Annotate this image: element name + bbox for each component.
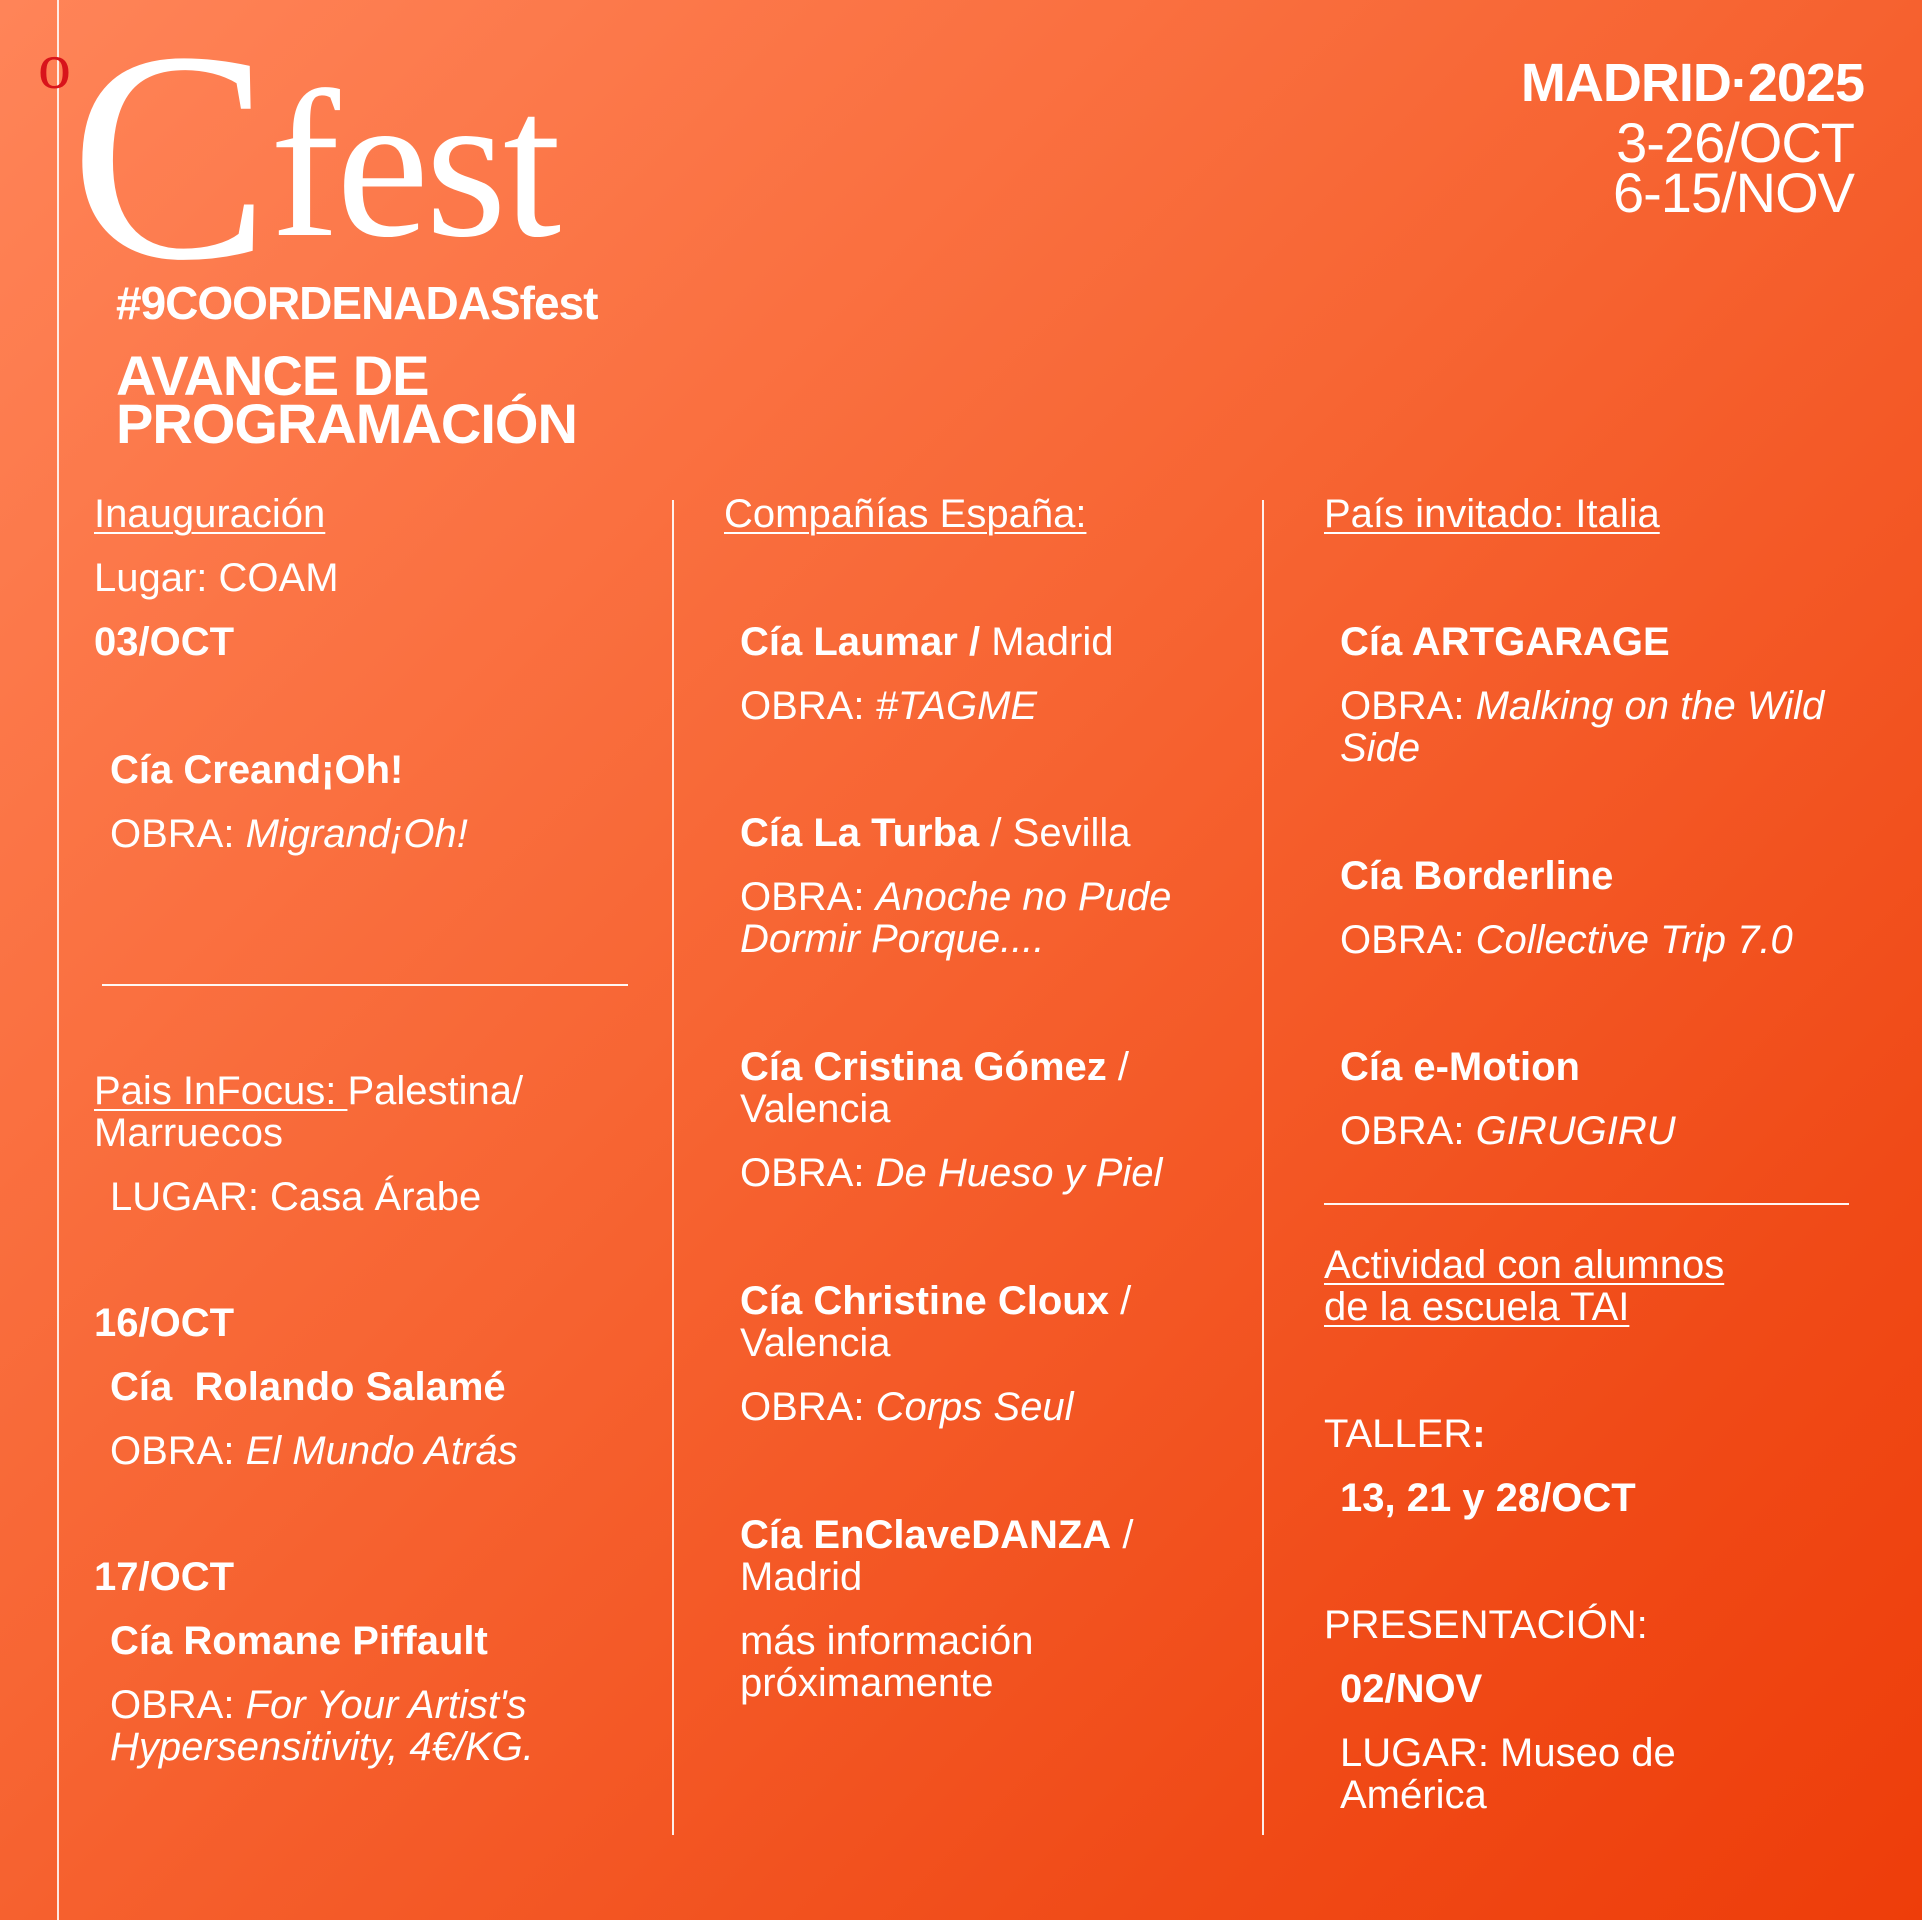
col2-item-3-city: Valencia bbox=[740, 1087, 891, 1131]
col2-heading: Compañías España: bbox=[724, 492, 1087, 536]
work-prefix: OBRA: bbox=[740, 684, 876, 728]
col1-venue: Lugar: COAM bbox=[94, 556, 339, 600]
work-title: Anoche no Pude bbox=[875, 875, 1172, 919]
col1-infocus-country-2: Marruecos bbox=[94, 1111, 283, 1155]
col3-item-3-company: Cía e-Motion bbox=[1340, 1045, 1580, 1089]
col3-presentation-label: PRESENTACIÓN: bbox=[1324, 1603, 1648, 1647]
col3-item-1-company: Cía ARTGARAGE bbox=[1340, 620, 1670, 664]
col1-work-3-line2: Hypersensitivity, 4€/KG. bbox=[110, 1725, 534, 1769]
event-city-year: MADRID·2025 bbox=[1520, 53, 1864, 113]
col1-work-1 bbox=[110, 813, 468, 855]
col1-date-2: 16/OCT bbox=[94, 1301, 235, 1345]
work-prefix: OBRA: bbox=[1340, 1109, 1476, 1153]
col2-more-info-line1: más información bbox=[740, 1619, 1034, 1663]
col3-heading: País invitado: Italia bbox=[1324, 492, 1660, 536]
workshop-label-text: TALLER bbox=[1324, 1412, 1473, 1456]
col3-separator bbox=[1324, 1203, 1849, 1205]
company-sep: / bbox=[1106, 1045, 1129, 1089]
work-prefix: OBRA: bbox=[1340, 684, 1476, 728]
col3-item-1-work bbox=[1340, 685, 1824, 727]
company-name: Cía Laumar bbox=[740, 620, 958, 664]
work-title: Corps Seul bbox=[875, 1385, 1074, 1429]
event-date-range-2: 6-15/NOV bbox=[1613, 161, 1854, 224]
headline-line2: PROGRAMACIÓN bbox=[116, 392, 577, 455]
work-prefix: OBRA: bbox=[740, 1151, 876, 1195]
work-title: Malking on the Wild bbox=[1475, 684, 1825, 728]
work-prefix: OBRA: bbox=[1340, 918, 1476, 962]
col2-more-info-line2: próximamente bbox=[740, 1661, 994, 1705]
workshop-label-colon: : bbox=[1472, 1412, 1486, 1456]
work-title: De Hueso y Piel bbox=[875, 1151, 1163, 1195]
work-title: For Your Artist's bbox=[245, 1683, 527, 1727]
col2-item-2-company bbox=[740, 812, 1130, 854]
col3-item-2-company: Cía Borderline bbox=[1340, 854, 1614, 898]
col3-activity-line1: Actividad con alumnos bbox=[1324, 1243, 1725, 1287]
work-prefix: OBRA: bbox=[110, 812, 246, 856]
company-sep: / bbox=[1108, 1279, 1132, 1323]
col1-date-1: 03/OCT bbox=[94, 620, 235, 664]
col2-item-1-work bbox=[740, 685, 1037, 727]
column-divider-1 bbox=[672, 500, 674, 1835]
company-sep: / bbox=[1111, 1513, 1134, 1557]
company-name: Cía Cristina Gómez bbox=[740, 1045, 1107, 1089]
col3-item-2-work bbox=[1340, 919, 1793, 961]
company-name: Cía Christine Cloux bbox=[740, 1279, 1109, 1323]
col1-heading: Inauguración bbox=[94, 492, 326, 536]
headline-line1: AVANCE DE bbox=[116, 344, 429, 407]
work-title: El Mundo Atrás bbox=[245, 1429, 518, 1473]
col1-infocus bbox=[94, 1070, 523, 1112]
col1-date-3: 17/OCT bbox=[94, 1555, 235, 1599]
col1-company-3: Cía Romane Piffault bbox=[110, 1619, 488, 1663]
col2-item-2-work bbox=[740, 876, 1171, 918]
col2-item-2-work-line2: Dormir Porque.... bbox=[740, 917, 1045, 961]
col3-presentation-date: 02/NOV bbox=[1340, 1667, 1483, 1711]
col2-item-4-company bbox=[740, 1280, 1131, 1322]
work-title: GIRUGIRU bbox=[1475, 1109, 1676, 1153]
work-title: Collective Trip 7.0 bbox=[1475, 918, 1793, 962]
col3-item-3-work bbox=[1340, 1110, 1676, 1152]
col2-item-5-city: Madrid bbox=[740, 1555, 863, 1599]
logo-word-fest: fest bbox=[270, 49, 558, 281]
infocus-label: Pais InFocus: bbox=[94, 1069, 348, 1113]
logo-letter-c: C bbox=[70, 0, 263, 322]
col3-activity-line2: de la escuela TAI bbox=[1324, 1285, 1630, 1329]
col3-workshop-label bbox=[1324, 1413, 1486, 1455]
left-border-line bbox=[57, 0, 59, 1920]
company-sep: / bbox=[979, 811, 1013, 855]
col2-item-3-company bbox=[740, 1046, 1129, 1088]
col3-presentation-venue-line1: LUGAR: Museo de bbox=[1340, 1731, 1676, 1775]
work-prefix: OBRA: bbox=[110, 1683, 246, 1727]
col1-separator bbox=[102, 984, 628, 986]
col1-work-3 bbox=[110, 1684, 527, 1726]
col1-work-2 bbox=[110, 1430, 518, 1472]
work-title: #TAGME bbox=[875, 684, 1038, 728]
company-name: Cía La Turba bbox=[740, 811, 980, 855]
work-prefix: OBRA: bbox=[110, 1429, 246, 1473]
col1-company-1: Cía Creand¡Oh! bbox=[110, 748, 404, 792]
col2-item-3-work bbox=[740, 1152, 1162, 1194]
event-date-range-1: 3-26/OCT bbox=[1616, 111, 1854, 174]
col2-item-4-work bbox=[740, 1386, 1073, 1428]
work-title: Migrand¡Oh! bbox=[245, 812, 468, 856]
company-sep: / bbox=[957, 620, 992, 664]
logo-small-o: o bbox=[38, 30, 71, 103]
event-dates bbox=[1613, 111, 1854, 224]
company-city: Madrid bbox=[991, 620, 1114, 664]
column-divider-2 bbox=[1262, 500, 1264, 1835]
col2-item-1-company bbox=[740, 621, 1113, 663]
col2-item-4-city: Valencia bbox=[740, 1321, 891, 1365]
hashtag: #9COORDENADASfest bbox=[116, 277, 598, 329]
col1-infocus-venue: LUGAR: Casa Árabe bbox=[110, 1175, 482, 1219]
work-prefix: OBRA: bbox=[740, 875, 876, 919]
company-city: Sevilla bbox=[1012, 811, 1131, 855]
col3-item-1-work-line2: Side bbox=[1340, 726, 1421, 770]
headline bbox=[116, 344, 816, 455]
company-name: Cía EnClaveDANZA bbox=[740, 1513, 1112, 1557]
infocus-country: Palestina/ bbox=[347, 1069, 524, 1113]
col3-workshop-dates: 13, 21 y 28/OCT bbox=[1340, 1476, 1636, 1520]
work-prefix: OBRA: bbox=[740, 1385, 876, 1429]
col2-item-5-company bbox=[740, 1514, 1133, 1556]
col1-company-2: Cía Rolando Salamé bbox=[110, 1365, 506, 1409]
col3-presentation-venue-line2: América bbox=[1340, 1773, 1487, 1817]
